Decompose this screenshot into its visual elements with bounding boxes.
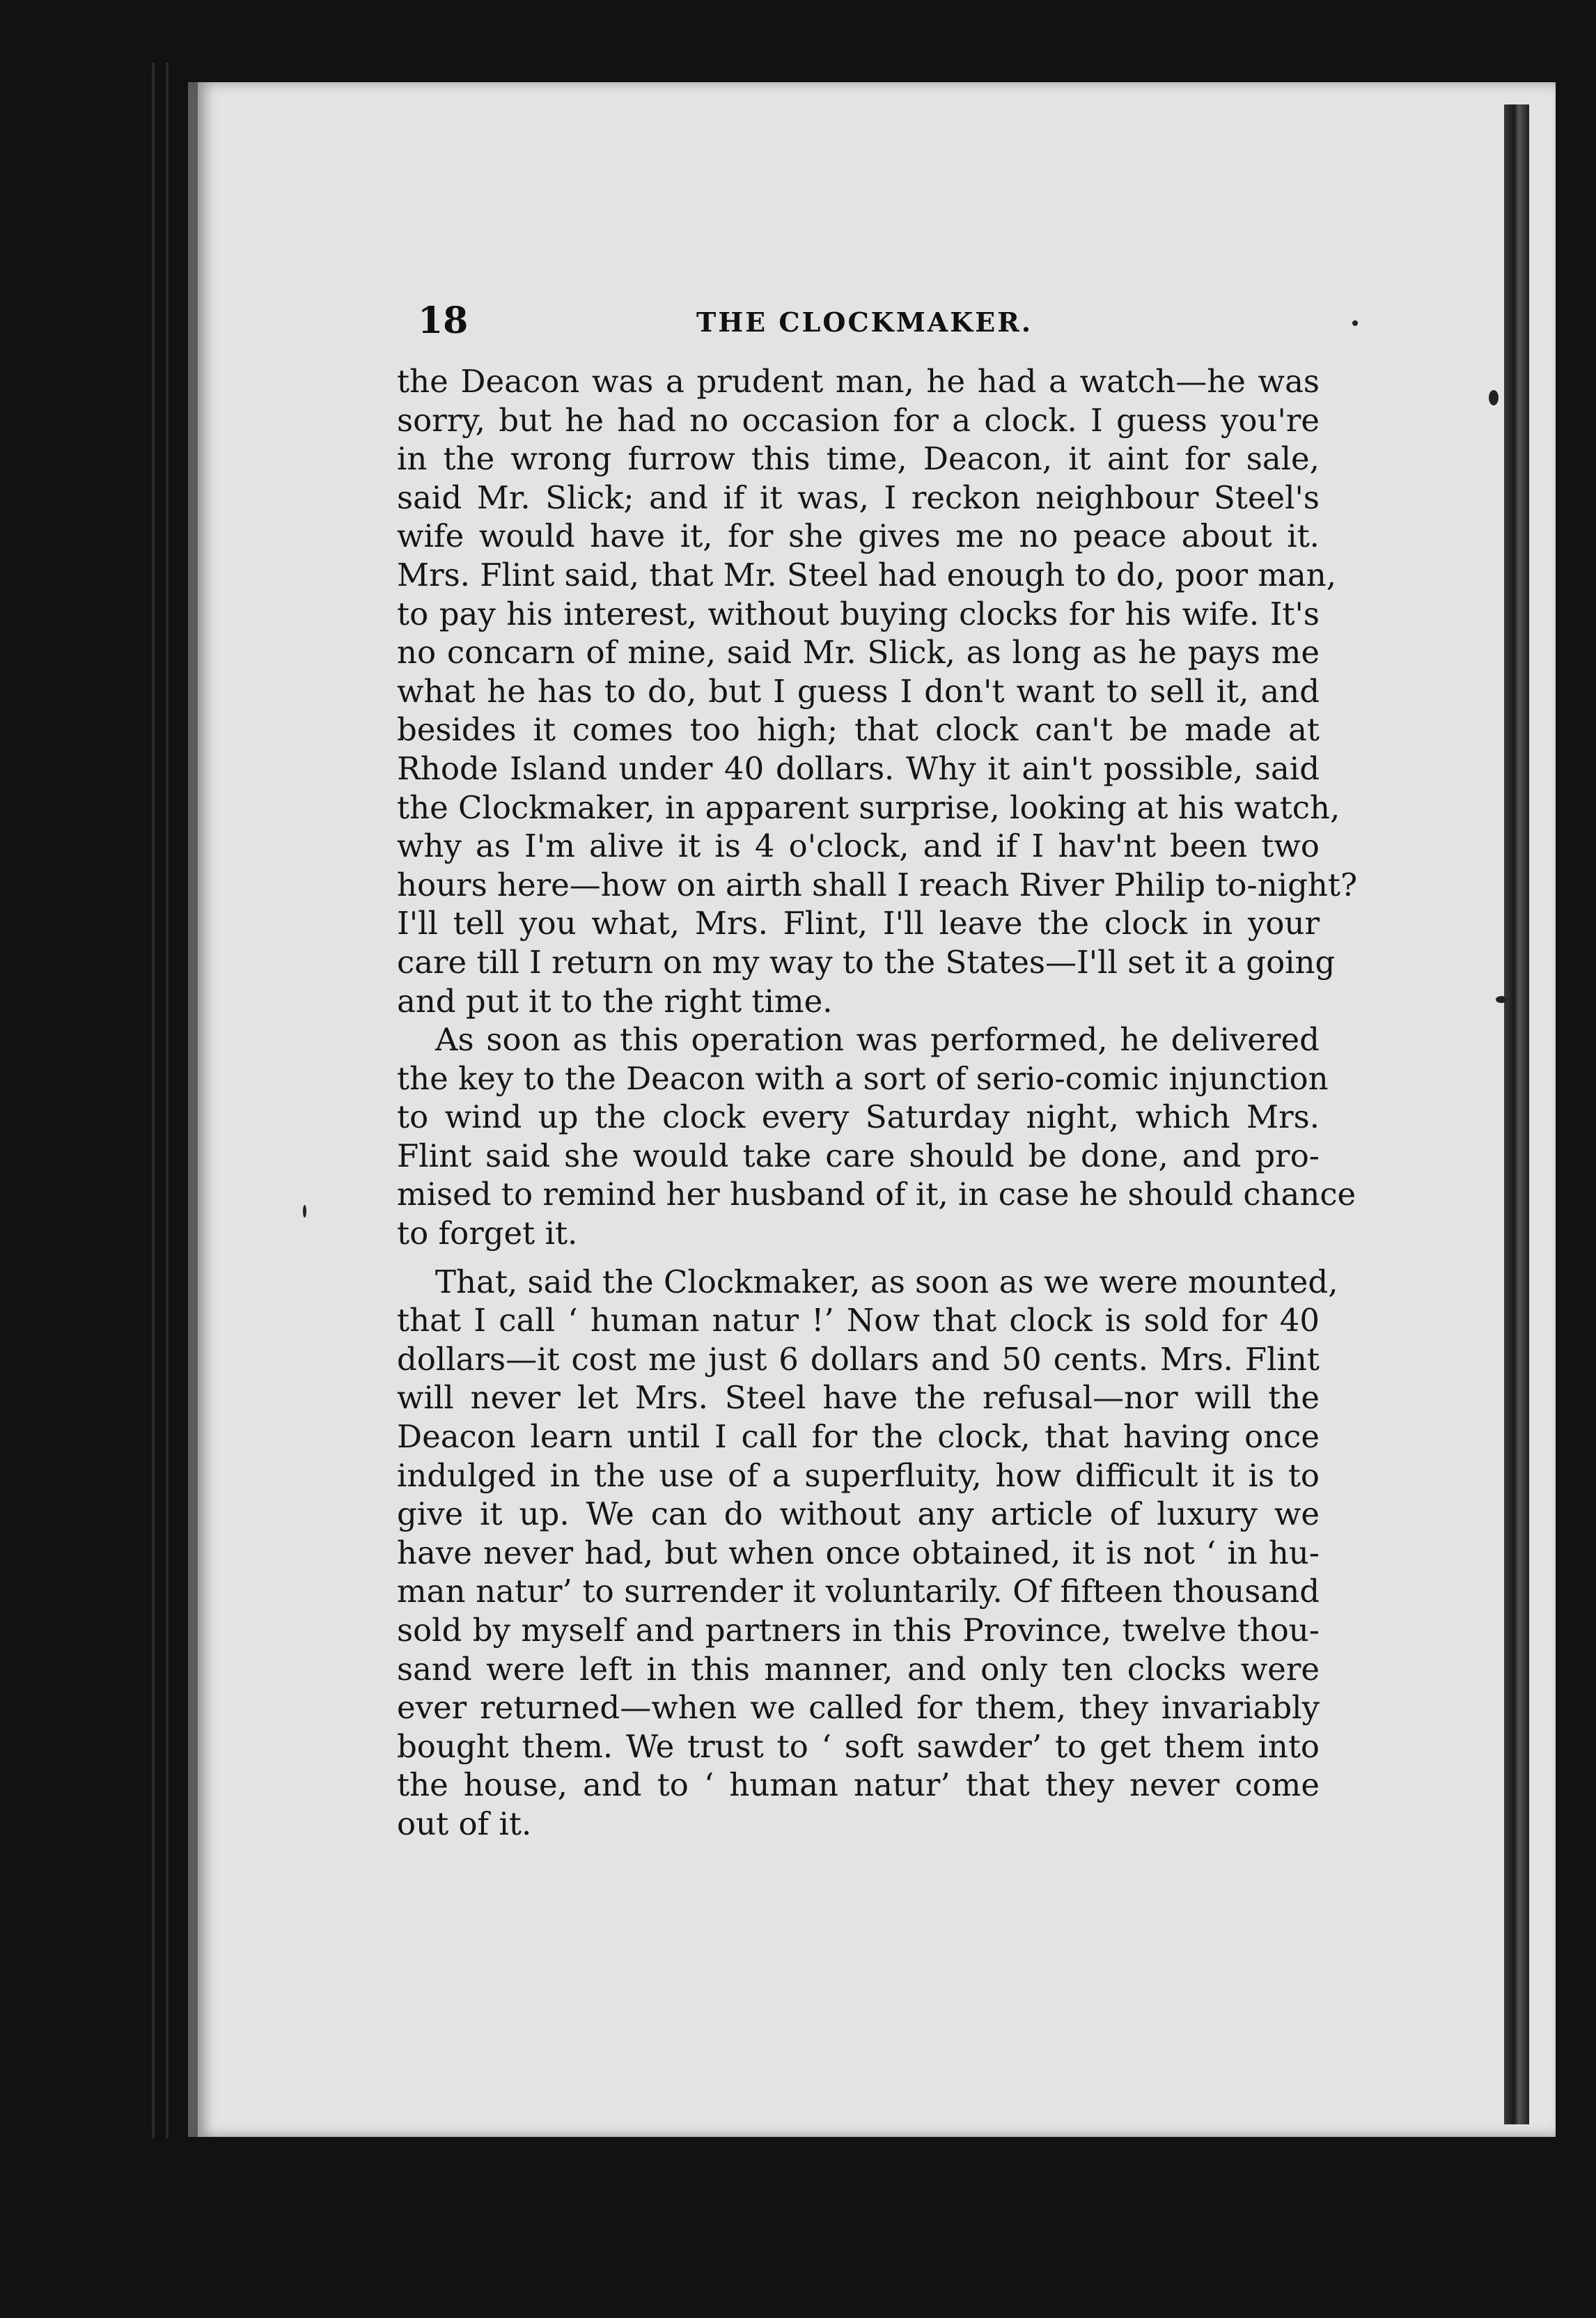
text-line: Rhode Island under 40 dollars. Why it ain't possible, said [397,749,1320,787]
body-text [397,362,1358,1844]
text-line: mised to remind her husband of it, in case he should chance [397,1176,1356,1213]
text-line: I'll tell you what, Mrs. Flint, I'll leave the clock in your [397,905,1320,942]
text-line: Deacon learn until I call for the clock, that having once [397,1418,1320,1456]
scan-speck [1489,390,1499,405]
binding-edge [152,63,155,2138]
running-title: THE CLOCKMAKER. [696,306,1033,338]
scan-speck [303,1205,306,1218]
text-line: to pay his interest, without buying clocks for his wife. It's [397,595,1320,632]
text-line: hours here—how on airth shall I reach River Philip to-night? [397,866,1358,903]
text-line: no concarn of mine, said Mr. Slick, as long as he pays me [397,634,1320,671]
text-line: wife would have it, for she gives me no peace about it. [397,518,1320,555]
text-line: As soon as this operation was performed, he delivered [435,1021,1320,1059]
paragraph [397,1263,1338,1844]
text-line: to wind up the clock every Saturday night, which Mrs. [397,1098,1320,1136]
scan-speck [1496,996,1507,1003]
text-line: bought them. We trust to ‘ soft sawder’ to get them into [397,1727,1320,1765]
text-line: the Clockmaker, in apparent surprise, looking at his watch, [397,788,1340,826]
text-line: sold by myself and partners in this Province, twelve thou- [397,1612,1320,1649]
text-line: what he has to do, but I guess I don't want to sell it, and [397,672,1320,710]
paragraph [397,362,1358,1020]
text-line: have never had, but when once obtained, it is not ‘ in hu- [397,1534,1320,1571]
page-number: 18 [418,300,469,342]
text-line: why as I'm alive it is 4 o'clock, and if I hav'nt been two [397,827,1320,865]
text-line: Mrs. Flint said, that Mr. Steel had enough to do, poor man, [397,556,1337,593]
text-line: Flint said she would take care should be done, and pro- [397,1137,1320,1174]
text-line: give it up. We can do without any article of luxury we [397,1495,1320,1533]
text-line: That, said the Clockmaker, as soon as we were mounted, [435,1263,1338,1300]
text-line: will never let Mrs. Steel have the refusal—nor will the [397,1379,1320,1417]
text-line: the Deacon was a prudent man, he had a watch—he was [397,363,1320,400]
text-line: out of it. [397,1805,532,1842]
text-line: ever returned—when we called for them, they invariably [397,1689,1320,1727]
page-header [418,300,1323,355]
text-line: the house, and to ‘ human natur’ that they never come [397,1766,1320,1804]
binding-edge [166,63,169,2138]
text-line: that I call ‘ human natur !’ Now that clock is sold for 40 [397,1302,1320,1339]
text-line: to forget it. [397,1215,578,1252]
text-line: care till I return on my way to the States—I'll set it a going [397,943,1336,981]
text-line: and put it to the right time. [397,982,833,1020]
text-line: the key to the Deacon with a sort of serio-comic injunction [397,1059,1329,1097]
page-edge-right [1504,104,1529,2124]
paragraph [397,1020,1356,1253]
text-line: said Mr. Slick; and if it was, I reckon neighbour Steel's [397,479,1320,516]
text-line: sorry, but he had no occasion for a clock. I guess you're [397,401,1320,439]
text-line: indulged in the use of a superfluity, how difficult it is to [397,1456,1320,1494]
text-line: in the wrong furrow this time, Deacon, it aint for sale, [397,440,1320,478]
text-line: besides it comes too high; that clock can't be made at [397,711,1320,749]
text-line: man natur’ to surrender it voluntarily. Of fifteen thousand [397,1573,1320,1610]
text-line: dollars—it cost me just 6 dollars and 50 cents. Mrs. Flint [397,1340,1320,1378]
scan-speck [1352,320,1358,326]
text-line: sand were left in this manner, and only ten clocks were [397,1650,1320,1688]
